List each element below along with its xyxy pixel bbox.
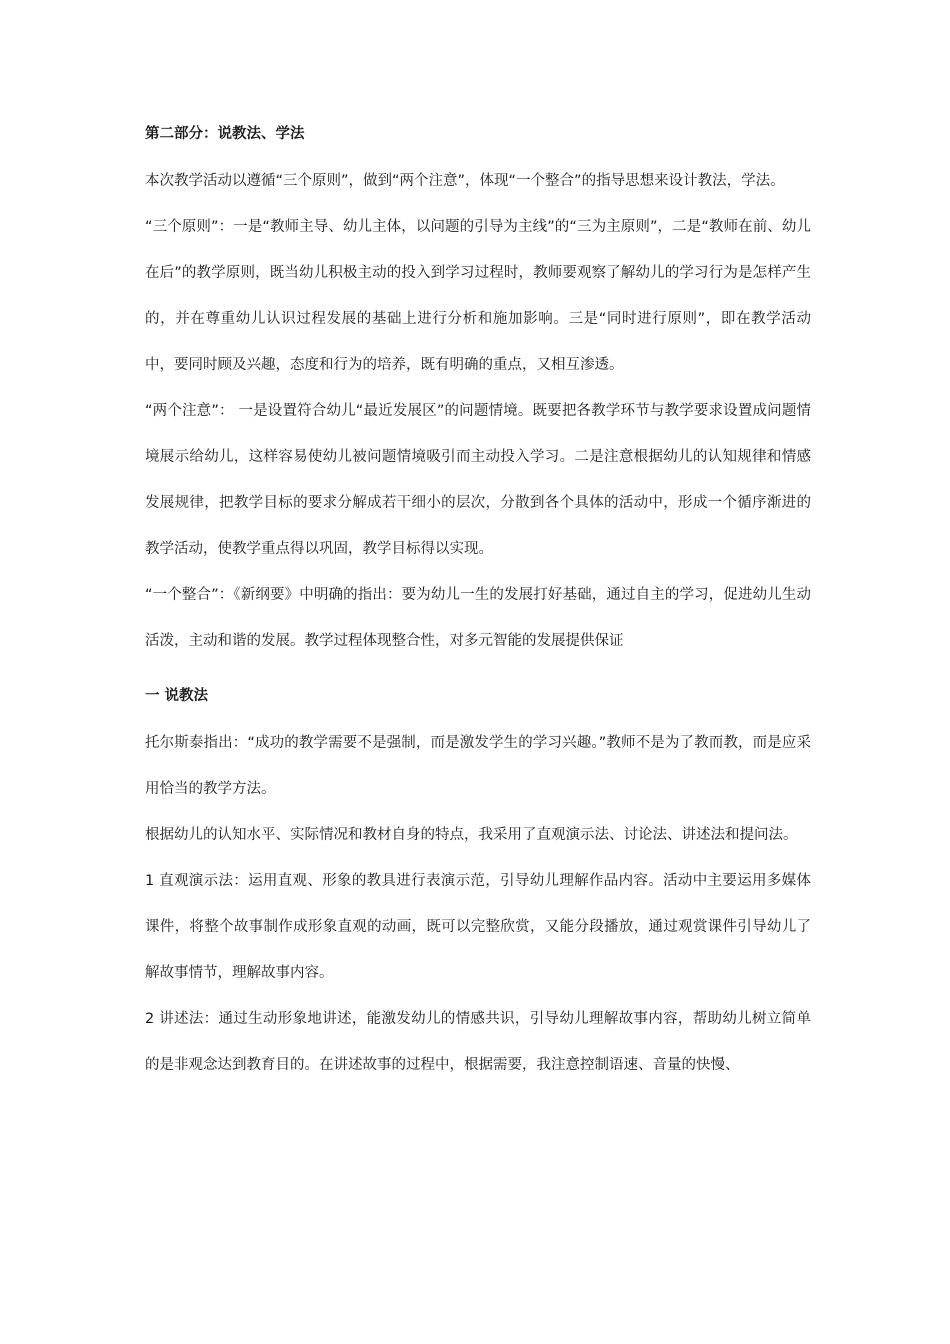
paragraph-tolstoy-quote: 托尔斯泰指出：“成功的教学需要不是强制，而是激发学生的学习兴趣。”教师不是为了教而教，而是应采用恰当的教学方法。 xyxy=(145,735,811,797)
paragraph-narration-method: 2 讲述法：通过生动形象地讲述，能激发幼儿的情感共识，引导幼儿理解故事内容，帮助幼儿树立简单的是非观念达到教育目的。在讲述故事的过程中，根据需要，我注意控制语速、音量的快慢、 xyxy=(145,1011,811,1073)
paragraph-one-integration: “一个整合”：《新纲要》中明确的指出：要为幼儿一生的发展打好基础，通过自主的学习，促进幼儿生动活泼，主动和谐的发展。教学过程体现整合性，对多元智能的发展提供保证 xyxy=(145,587,811,649)
paragraph-three-principles: “三个原则”：一是“教师主导、幼儿主体，以问题的引导为主线”的“三为主原则”，二是“教师在前、幼儿在后”的教学原则，既当幼儿积极主动的投入到学习过程时，教师要观察了解幼儿的学习行为是怎样产生的，并在尊重幼儿认识过程发展的基础上进行分析和施加影响。三是“同时进行原则”，即在教学活动中，要同时顾及兴趣，态度和行为的培养，既有明确的重点，又相互渗透。 xyxy=(145,219,811,373)
subsection-title: 一 说教法 xyxy=(145,688,209,704)
section-gap xyxy=(145,664,811,672)
paragraph-principles-intro: 本次教学活动以遵循“三个原则”，做到“两个注意”，体现“一个整合”的指导思想来设计教法，学法。 xyxy=(145,173,785,189)
paragraph-methods-overview: 根据幼儿的认知水平、实际情况和教材自身的特点，我采用了直观演示法、讨论法、讲述法和提问法。 xyxy=(145,827,798,843)
paragraph-two-notes: “两个注意”： 一是设置符合幼儿“最近发展区”的问题情境。既要把各教学环节与教学要求设置成问题情境展示给幼儿，这样容易使幼儿被问题情境吸引而主动投入学习。二是注意根据幼儿的认知规律和情感发展规律，把教学目标的要求分解成若干细小的层次，分散到各个具体的活动中，形成一个循序渐进的教学活动，使教学重点得以巩固，教学目标得以实现。 xyxy=(145,403,811,557)
document-page xyxy=(145,110,811,1088)
section-title: 第二部分：说教法、学法 xyxy=(145,126,305,142)
paragraph-demonstration-method: 1 直观演示法：运用直观、形象的教具进行表演示范，引导幼儿理解作品内容。活动中主要运用多媒体课件，将整个故事制作成形象直观的动画，既可以完整欣赏，又能分段播放，通过观赏课件引导幼儿了解故事情节，理解故事内容。 xyxy=(145,873,811,981)
